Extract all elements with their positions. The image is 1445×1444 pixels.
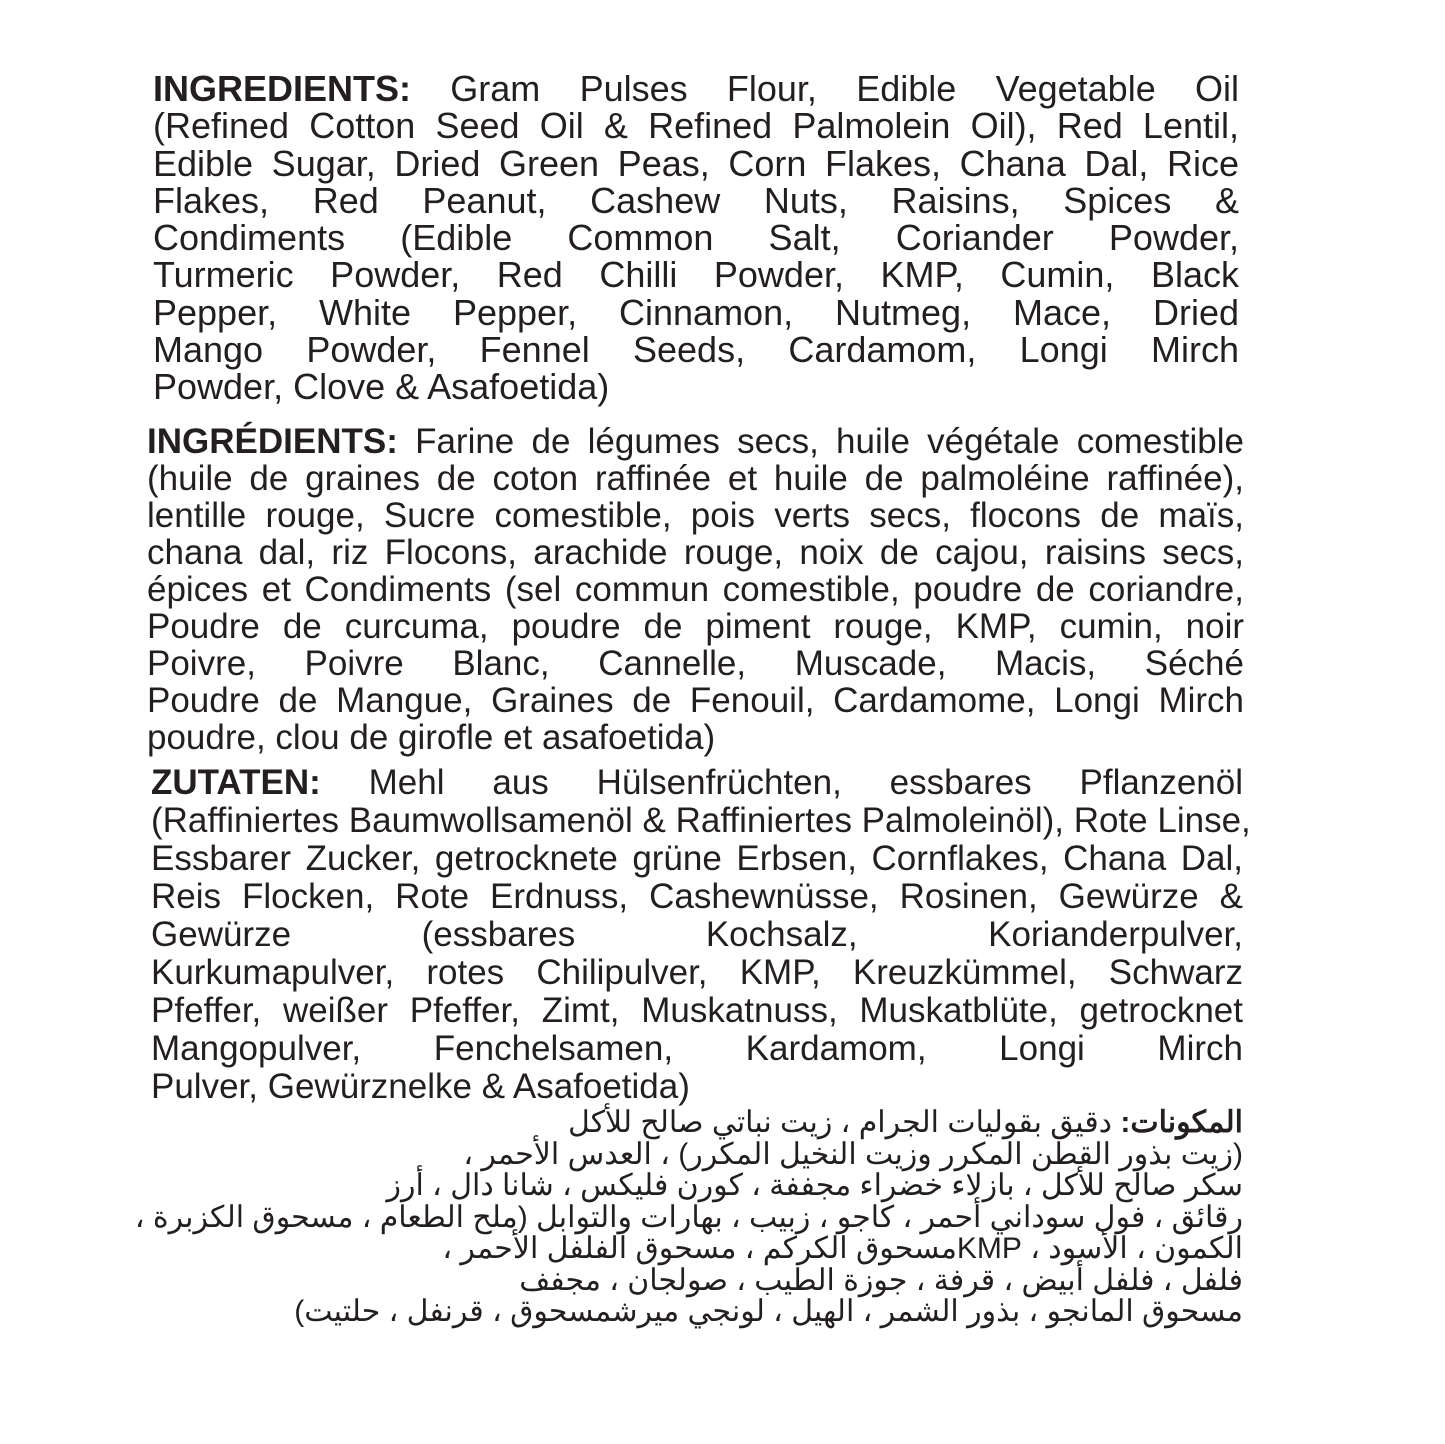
ingredients-french-line-8: Poudre de Mangue, Graines de Fenouil, Cardamome, Longi Mirch bbox=[147, 681, 1244, 720]
ingredients-english-line-2: (Refined Cotton Seed Oil & Refined Palmolein Oil), Red Lentil, bbox=[153, 105, 1239, 147]
ingredients-english-line-1: INGREDIENTS: Gram Pulses Flour, Edible Vegetable Oil bbox=[153, 68, 1239, 109]
ingredients-english-line-5: Condiments (Edible Common Salt, Coriander Powder, bbox=[153, 217, 1239, 259]
ingredients-arabic-line-6: فلفل ، فلفل أبيض ، قرفة ، جوزة الطيب ، صولجان ، مجفف bbox=[519, 1263, 1243, 1297]
ingredients-french-heading: INGRÉDIENTS: bbox=[147, 422, 398, 461]
ingredients-arabic-line-3: سكر صالح للأكل ، بازلاء خضراء مجففة ، كورن فليكس ، شانا دال ، أرز bbox=[386, 1169, 1243, 1202]
ingredients-german-line-2: (Raffiniertes Baumwollsamenöl & Raffiniertes Palmoleinöl), Rote Linse, bbox=[151, 801, 1251, 840]
ingredients-english-line-9: Powder, Clove & Asafoetida) bbox=[153, 366, 610, 408]
ingredients-english-heading: INGREDIENTS: bbox=[153, 68, 412, 109]
ingredients-english-line-6: Turmeric Powder, Red Chilli Powder, KMP, Cumin, Black bbox=[153, 254, 1239, 296]
ingredients-english-line-7: Pepper, White Pepper, Cinnamon, Nutmeg, Mace, Dried bbox=[153, 291, 1239, 333]
ingredients-arabic-line-5: الكمون ، الأسود ، KMPمسحوق الكركم ، مسحوق الفلفل الأحمر ، bbox=[442, 1232, 1243, 1265]
ingredients-german-line-7: Pfeffer, weißer Pfeffer, Zimt, Muskatnuss, Muskatblüte, getrocknet bbox=[151, 991, 1243, 1030]
ingredients-arabic-line-7: مسحوق المانجو ، بذور الشمر ، الهيل ، لونجي ميرشمسحوق ، قرنفل ، حلتيت) bbox=[294, 1295, 1243, 1328]
ingredients-german-line-6: Kurkumapulver, rotes Chilipulver, KMP, Kreuzkümmel, Schwarz bbox=[151, 953, 1243, 992]
ingredients-german bbox=[151, 763, 1251, 1106]
ingredients-french-line-7: Poivre, Poivre Blanc, Cannelle, Muscade, Macis, Séché bbox=[147, 644, 1244, 683]
ingredients-german-line-5: Gewürze (essbares Kochsalz, Korianderpulver, bbox=[151, 915, 1243, 954]
ingredients-french bbox=[147, 423, 1244, 756]
ingredients-german-line-9: Pulver, Gewürznelke & Asafoetida) bbox=[151, 1067, 690, 1106]
ingredients-german-line-4: Reis Flocken, Rote Erdnuss, Cashewnüsse, Rosinen, Gewürze & bbox=[151, 877, 1243, 916]
ingredients-english-line-8: Mango Powder, Fennel Seeds, Cardamom, Longi Mirch bbox=[153, 329, 1239, 371]
ingredients-german-heading: ZUTATEN: bbox=[151, 763, 321, 802]
ingredients-arabic-line-1: المكونات: دقيق بقوليات الجرام ، زيت نباتي صالح للأكل bbox=[567, 1106, 1243, 1139]
ingredients-german-line-3: Essbarer Zucker, getrocknete grüne Erbsen, Cornflakes, Chana Dal, bbox=[151, 839, 1243, 878]
ingredients-french-line-1: INGRÉDIENTS: Farine de légumes secs, huile végétale comestible bbox=[147, 422, 1244, 461]
ingredients-arabic bbox=[134, 1106, 1243, 1328]
ingredients-english bbox=[153, 70, 1239, 406]
ingredients-german-line-8: Mangopulver, Fenchelsamen, Kardamom, Longi Mirch bbox=[151, 1029, 1243, 1068]
ingredients-french-line-6: Poudre de curcuma, poudre de piment rouge, KMP, cumin, noir bbox=[147, 607, 1244, 646]
ingredients-french-line-9: poudre, clou de girofle et asafoetida) bbox=[147, 718, 716, 757]
ingredients-arabic-heading: المكونات: bbox=[1120, 1106, 1243, 1139]
ingredients-arabic-line-2: (زيت بذور القطن المكرر وزيت النخيل المكرر) ، العدس الأحمر ، bbox=[463, 1137, 1243, 1171]
ingredients-french-line-3: lentille rouge, Sucre comestible, pois verts secs, flocons de maïs, bbox=[147, 496, 1244, 535]
ingredients-english-line-4: Flakes, Red Peanut, Cashew Nuts, Raisins, Spices & bbox=[153, 179, 1239, 221]
ingredients-french-line-2: (huile de graines de coton raffinée et huile de palmoléine raffinée), bbox=[147, 459, 1244, 498]
ingredients-french-line-5: épices et Condiments (sel commun comestible, poudre de coriandre, bbox=[147, 570, 1244, 609]
ingredients-french-line-4: chana dal, riz Flocons, arachide rouge, noix de cajou, raisins secs, bbox=[147, 533, 1244, 572]
ingredients-german-line-1: ZUTATEN: Mehl aus Hülsenfrüchten, essbares Pflanzenöl bbox=[151, 763, 1243, 802]
ingredients-english-line-3: Edible Sugar, Dried Green Peas, Corn Flakes, Chana Dal, Rice bbox=[153, 142, 1239, 184]
ingredients-arabic-line-4: رقائق ، فول سوداني أحمر ، كاجو ، زبيب ، بهارات والتوابل (ملح الطعام ، مسحوق الكزبرة ، bbox=[134, 1200, 1243, 1234]
